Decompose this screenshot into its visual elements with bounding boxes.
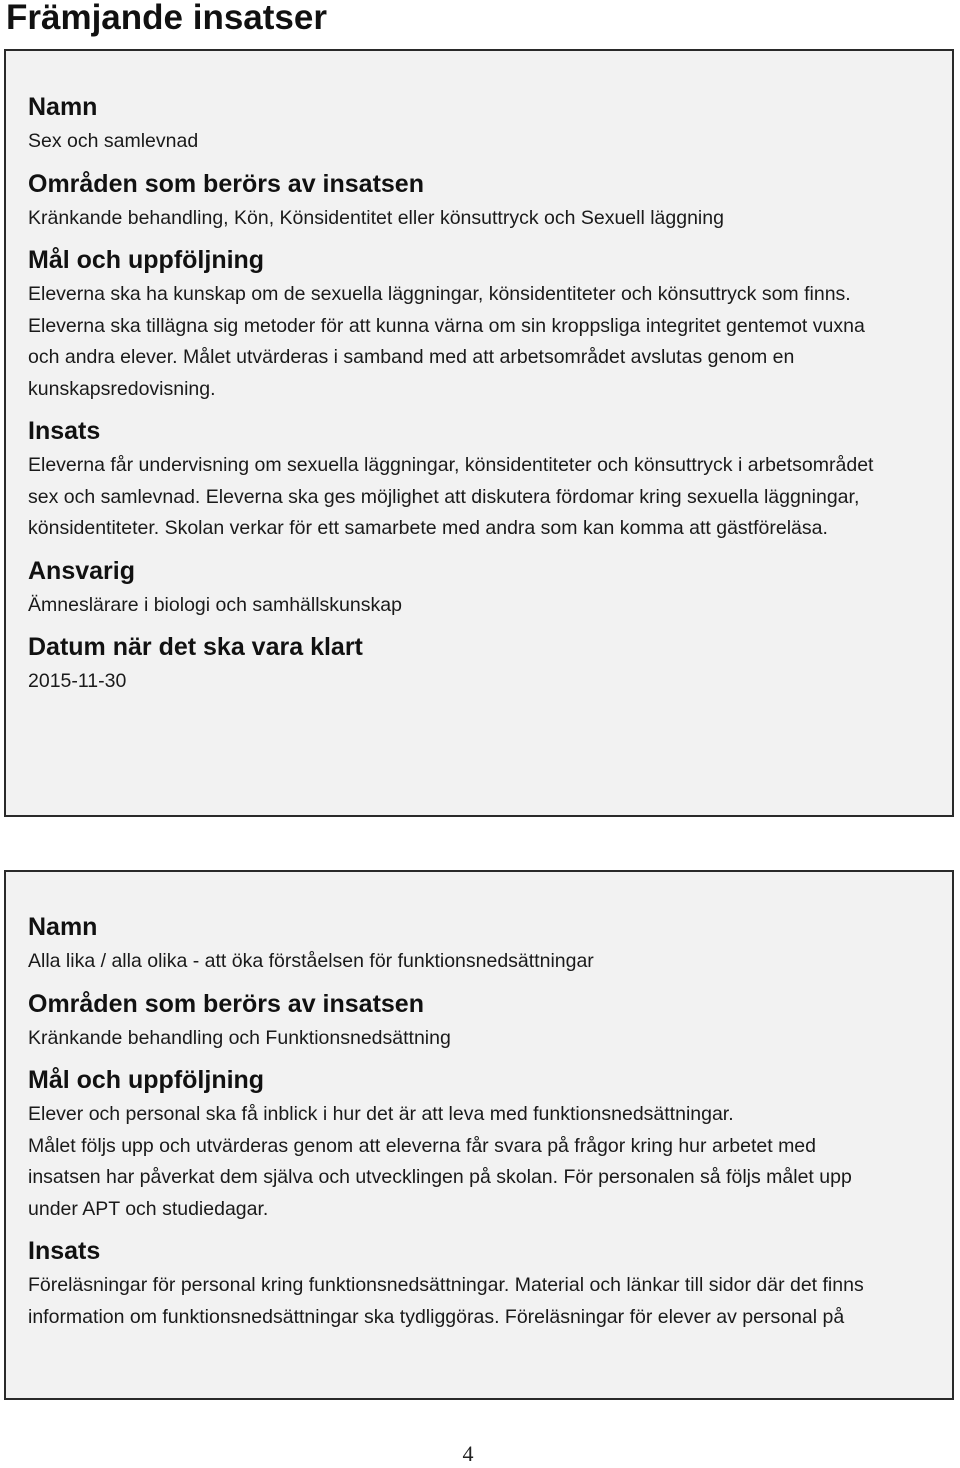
section-text-line: Målet följs upp och utvärderas genom att eleverna får svara på frågor kring hur arbetet med [28, 1134, 816, 1157]
section-heading: Namn [28, 93, 98, 121]
section-text-line: under APT och studiedagar. [28, 1197, 269, 1220]
section-heading: Mål och uppföljning [28, 1066, 265, 1094]
section-heading: Datum när det ska vara klart [28, 633, 363, 661]
section-text-line: Eleverna får undervisning om sexuella läggningar, könsidentiteter och könsuttryck i arbetsområdet [28, 454, 874, 476]
section-heading: Insats [28, 1237, 101, 1265]
section-heading: Områden som berörs av insatsen [28, 169, 424, 198]
section-heading: Insats [28, 417, 101, 445]
section-omraden [28, 986, 934, 1055]
section-text-line: och andra elever. Målet utvärderas i samband med att arbetsområdet avslutas genom en [28, 346, 795, 368]
section-insats [28, 413, 934, 545]
section-heading: Ansvarig [28, 556, 135, 585]
page-title: Främjande insatser [6, 0, 327, 37]
section-mal-och-uppfoljning [28, 1062, 934, 1225]
intervention-box-alla-lika [4, 870, 954, 1400]
section-text-line: insatsen har påverkat dem själva och utvecklingen på skolan. För personalen så följs målet upp [28, 1166, 852, 1188]
section-insats [28, 1233, 934, 1333]
intervention-box-sex-och-samlevnad [4, 49, 954, 817]
section-text: Sex och samlevnad [28, 130, 199, 152]
section-text-line: könsidentiteter. Skolan verkar för ett samarbete med andra som kan komma att gästföreläsa. [28, 517, 828, 539]
section-heading: Områden som berörs av insatsen [28, 989, 424, 1018]
section-ansvarig [28, 553, 934, 622]
section-text-line: Eleverna ska ha kunskap om de sexuella läggningar, könsidentiteter och könsuttryck som finns. [28, 283, 851, 305]
section-text-line: information om funktionsnedsättningar ska tydliggöras. Föreläsningar för elever av personal på [28, 1305, 845, 1328]
section-namn [28, 909, 934, 978]
section-text: Kränkande behandling och Funktionsnedsättning [28, 1026, 451, 1049]
section-heading: Namn [28, 913, 98, 941]
section-text: Alla lika / alla olika - att öka förståelsen för funktionsnedsättningar [28, 950, 594, 972]
section-text: Kränkande behandling, Kön, Könsidentitet eller könsuttryck och Sexuell läggning [28, 206, 724, 229]
section-text: 2015-11-30 [28, 670, 127, 692]
section-text-line: Eleverna ska tillägna sig metoder för att kunna värna om sin kroppsliga integritet gentemot vuxna [28, 314, 865, 337]
section-text-line: Föreläsningar för personal kring funktionsnedsättningar. Material och länkar till sidor där det finns [28, 1274, 864, 1296]
section-text-line: sex och samlevnad. Eleverna ska ges möjlighet att diskutera fördomar kring sexuella läggningar, [28, 485, 860, 508]
section-text: Ämneslärare i biologi och samhällskunskap [28, 593, 402, 616]
section-heading: Mål och uppföljning [28, 246, 265, 274]
section-datum [28, 629, 934, 698]
section-namn [28, 89, 934, 158]
page-number: 4 [462, 1441, 474, 1466]
section-mal-och-uppfoljning [28, 242, 934, 405]
section-omraden [28, 166, 934, 235]
section-text-line: kunskapsredovisning. [28, 377, 216, 400]
section-text-line: Elever och personal ska få inblick i hur det är att leva med funktionsnedsättningar. [28, 1103, 734, 1125]
